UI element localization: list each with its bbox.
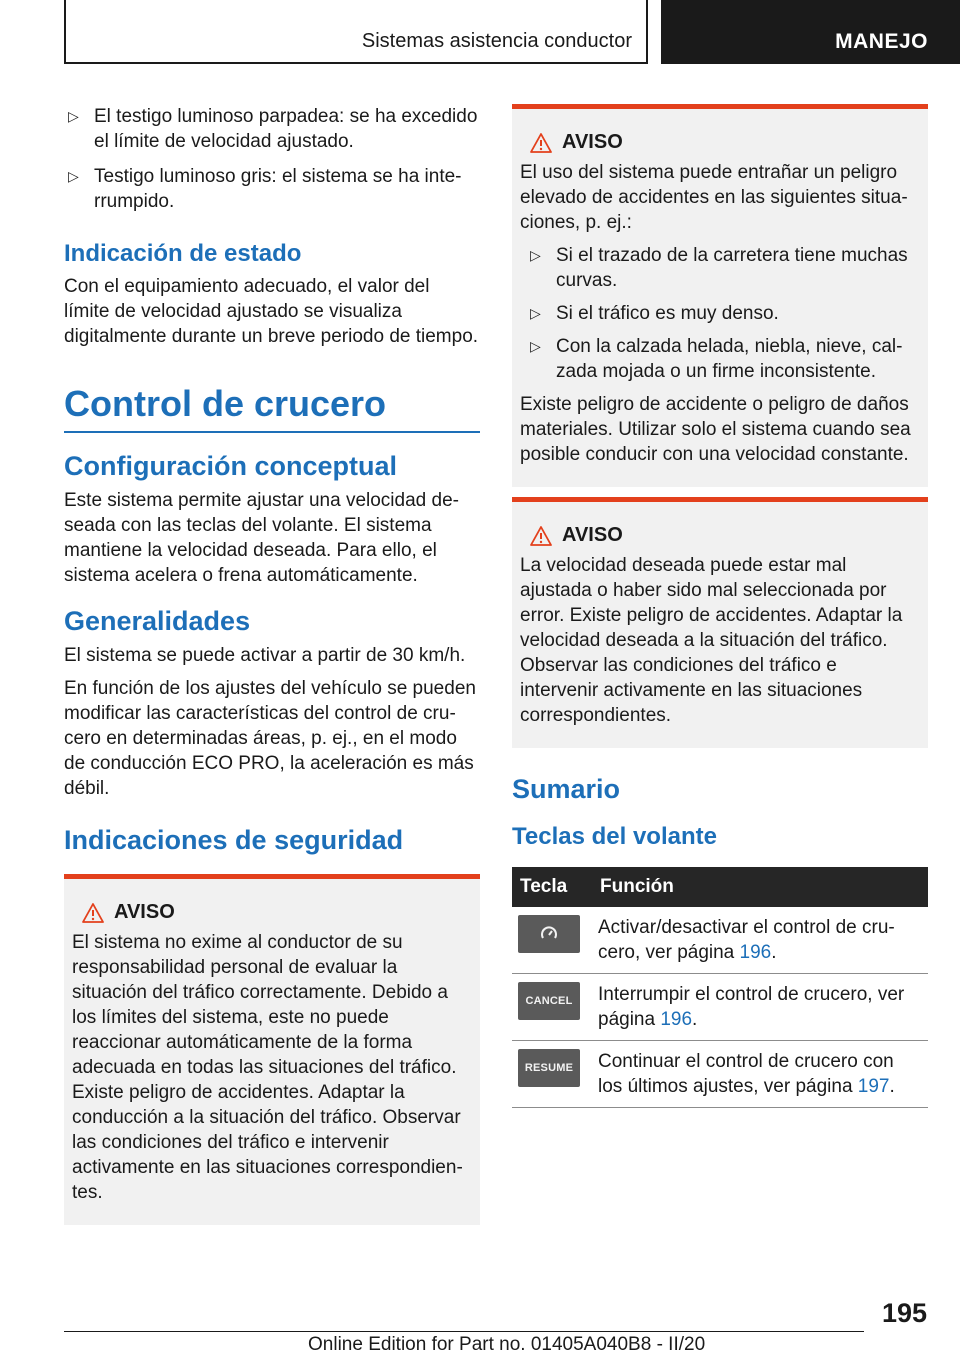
warning-box [512, 497, 928, 748]
right-column [512, 104, 928, 1108]
list-item [64, 104, 480, 154]
warning-header [72, 901, 472, 924]
table-row [512, 907, 928, 974]
chapter-title: MANEJO [835, 30, 928, 53]
warning-triangle-icon [82, 903, 104, 923]
function-text: Activar/desactivar el control de crucero, ver página [598, 917, 895, 963]
safety-heading: Indicaciones de seguridad [64, 825, 404, 855]
triangle-bullet-icon: ▷ [68, 108, 79, 124]
list-item [520, 243, 920, 293]
function-text: Continuar el control de crucero con los últimos ajustes, ver página [598, 1051, 894, 1097]
column-header-function: Función [592, 867, 928, 907]
warning-header [520, 524, 920, 547]
warning-label: AVISO [562, 131, 623, 153]
warning-text: La velocidad deseada puede estar mal ajustada o haber sido mal seleccionada por error. Existe peligro de accidentes. Adaptar la velocidad deseada a la situación del tráfico. Observar las condiciones del tráfico e intervenir activamente en las situaciones correspondientes. [520, 555, 903, 726]
function-text-end: . [692, 1009, 698, 1030]
status-text: Con el equipamiento adecuado, el valor del límite de velocidad ajustado se visualiza digitalmente durante un breve periodo de tiempo. [64, 276, 479, 347]
column-header-key: Tecla [512, 867, 592, 907]
bullet-text: Si el tráfico es muy denso. [556, 303, 779, 324]
function-text: Interrumpir el control de crucero, ver página [598, 984, 905, 1030]
triangle-bullet-icon: ▷ [530, 305, 541, 321]
summary-heading: Sumario [512, 774, 621, 804]
keys-table [512, 867, 928, 1108]
bullet-text: Con la calzada helada, niebla, nieve, calzada mojada o un firme inconsistente. [556, 336, 903, 382]
general-heading: Generalidades [64, 606, 251, 636]
warning-triangle-icon [530, 526, 552, 546]
footer-edition: Online Edition for Part no. 01405A040B8 - II/20 [308, 1334, 706, 1355]
table-header-row [512, 867, 928, 907]
cancel-key: CANCEL [518, 982, 580, 1020]
section-title: Sistemas asistencia conductor [361, 30, 632, 52]
page-link[interactable]: 196 [660, 1009, 693, 1030]
left-column [64, 104, 480, 1225]
warning-intro: El uso del sistema puede entrañar un peligro elevado de accidentes en las siguientes situaciones, p. ej.: [520, 162, 908, 233]
triangle-bullet-icon: ▷ [530, 247, 541, 263]
warning-label: AVISO [114, 901, 175, 923]
triangle-bullet-icon: ▷ [530, 338, 541, 354]
keys-heading: Teclas del volante [512, 823, 717, 850]
table-row [512, 1041, 928, 1108]
function-cell [592, 907, 928, 974]
key-cell [512, 1041, 592, 1108]
status-heading: Indicación de estado [64, 240, 302, 267]
list-item [64, 164, 480, 214]
page-number: 195 [881, 1298, 927, 1328]
list-item [520, 301, 920, 326]
page-link[interactable]: 197 [857, 1076, 890, 1097]
warning-triangle-icon [530, 133, 552, 153]
concept-text: Este sistema permite ajustar una velocidad deseada con las teclas del volante. El sistema mantiene la velocidad deseada. Para ello, el sistema acelera o frena automáticamente. [64, 490, 459, 586]
bullet-text: El testigo luminoso parpadea: se ha excedido el límite de velocidad ajustado. [94, 106, 478, 152]
warning-header [520, 131, 920, 154]
main-heading: Control de crucero [64, 383, 480, 433]
triangle-bullet-icon: ▷ [68, 168, 79, 184]
function-text-end: . [771, 942, 777, 963]
bullet-text: Testigo luminoso gris: el sistema se ha interrumpido. [94, 166, 462, 212]
concept-heading: Configuración conceptual [64, 451, 398, 481]
table-row [512, 974, 928, 1041]
function-text-end: . [889, 1076, 895, 1097]
function-cell [592, 974, 928, 1041]
footer-divider [64, 1331, 864, 1332]
list-item [520, 334, 920, 384]
bullet-text: Si el trazado de la carretera tiene muchas curvas. [556, 245, 908, 291]
warning-outro: Existe peligro de accidente o peligro de daños materiales. Utilizar solo el sistema cuando sea posible conducir con una velocidad constante. [520, 394, 911, 465]
warning-box [64, 874, 480, 1225]
warning-box [512, 104, 928, 487]
page-link[interactable]: 196 [739, 942, 772, 963]
resume-key: RESUME [518, 1049, 580, 1087]
key-cell [512, 907, 592, 974]
header-chapter-box [661, 0, 960, 64]
cruise-control-icon [518, 915, 580, 953]
key-cell [512, 974, 592, 1041]
header-section-box [64, 0, 648, 64]
general-text-1: El sistema se puede activar a partir de 30 km/h. [64, 645, 466, 666]
warning-text: El sistema no exime al conductor de su responsabilidad personal de evaluar la situación del tráfico correctamente. Debido a los límites del sistema, este no puede reaccionar automáticamente de la forma adecuada en todas las situaciones del tráfico. Existe peligro de accidentes. Adaptar la conducción a la situación del tráfico. Observar las condiciones del tráfico e intervenir activamente en las situaciones correspondientes. [72, 932, 463, 1203]
general-text-2: En función de los ajustes del vehículo se pueden modificar las características del control de crucero en determinadas áreas, p. ej., en el modo de conducción ECO PRO, la aceleración es más débil. [64, 678, 476, 799]
function-cell [592, 1041, 928, 1108]
warning-label: AVISO [562, 524, 623, 546]
